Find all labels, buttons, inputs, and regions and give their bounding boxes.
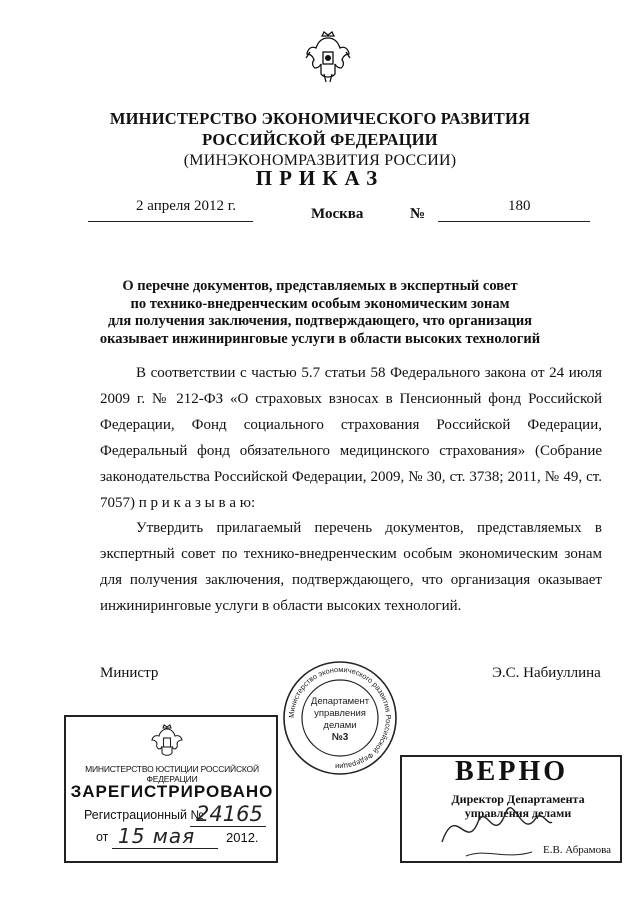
order-title <box>90 278 550 348</box>
body-paragraph-1: В соответствии с частью 5.7 статьи 58 Федерального закона от 24 июля 2009 г. № 212-ФЗ «О страховых взносах в Пенсионный фонд Российской Федерации, Фонд социального страхования Российской Федерации, Федеральный фонд обязательного медицинского страхования» (Собрание законодательства Российской Федерации, 2009, № 30, ст. 3738; 2011, № 49, ст. 7057) п р и к а з ы в а ю: <box>100 365 602 511</box>
registration-number-label: Регистрационный № <box>84 808 204 822</box>
registration-title: ЗАРЕГИСТРИРОВАНО <box>70 782 274 801</box>
round-stamp-line-4: №3 <box>331 732 349 743</box>
title-line-2: по технико-внедренческим особым экономическим зонам <box>130 295 510 312</box>
number-sign: № <box>410 206 426 222</box>
registration-emblem-icon <box>150 723 184 759</box>
order-number: 180 <box>508 198 531 214</box>
round-stamp-line-2: управления <box>314 708 366 719</box>
registration-year: 2012. <box>226 830 259 845</box>
ministry-line-1: МИНИСТЕРСТВО ЭКОНОМИЧЕСКОГО РАЗВИТИЯ <box>109 109 531 128</box>
verified-line-2: управления делами <box>464 806 572 820</box>
body-paragraph-2: Утвердить прилагаемый перечень документов, представляемых в экспертный совет по технико-внедренческим особым экономическим зонам для получения заключения, подтверждающего, что организация оказывает инжиниринговые услуги в области высоких технологий. <box>100 520 602 614</box>
ministry-line-2: РОССИЙСКОЙ ФЕДЕРАЦИИ <box>202 130 438 149</box>
registration-number-underline <box>190 826 266 827</box>
round-stamp-line-3: делами <box>323 720 357 731</box>
coat-of-arms-icon <box>304 30 352 84</box>
registration-date: 15 мая <box>118 824 196 848</box>
ministry-line-3: (МИНЭКОНОМРАЗВИТИЯ РОССИИ) <box>183 152 457 169</box>
order-date: 2 апреля 2012 г. <box>136 198 236 214</box>
registration-ministry: МИНИСТЕРСТВО ЮСТИЦИИ РОССИЙСКОЙ ФЕДЕРАЦИИ <box>85 764 259 784</box>
round-stamp <box>280 660 400 776</box>
title-line-4: оказывает инжиниринговые услуги в области высоких технологий <box>99 330 541 347</box>
signatory-position: Министр <box>100 665 159 681</box>
number-underline <box>438 221 590 222</box>
order-city: Москва <box>311 206 364 222</box>
registration-number: 24165 <box>196 802 263 826</box>
registration-date-underline <box>112 848 218 849</box>
round-stamp-line-1: Департамент <box>310 696 370 707</box>
signatory-name: Э.С. Набиуллина <box>492 665 601 681</box>
verified-name: Е.В. Абрамова <box>543 844 612 856</box>
verified-line-1: Директор Департамента <box>451 792 585 806</box>
verified-title: ВЕРНО <box>455 756 569 787</box>
ministry-header <box>0 108 640 171</box>
title-line-3: для получения заключения, подтверждающего, что организация <box>107 313 533 329</box>
registration-from-label: от <box>96 830 109 844</box>
date-underline <box>88 221 253 222</box>
round-stamp-ring-path: Министерство экономического развития Российской Федерации <box>286 664 394 772</box>
handwritten-signature <box>436 782 556 864</box>
title-line-1: О перечне документов, представляемых в экспертный совет <box>122 278 518 294</box>
document-type: ПРИКАЗ <box>255 166 385 190</box>
